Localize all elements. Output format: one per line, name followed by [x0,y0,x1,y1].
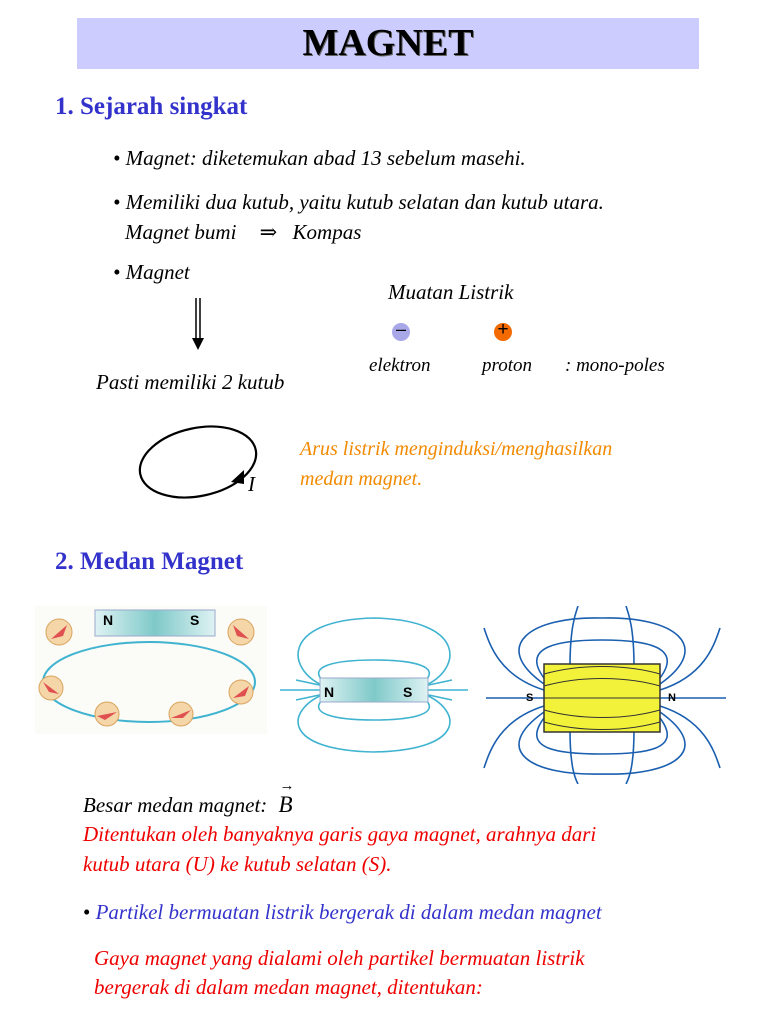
figure3-north-label: N [668,692,676,704]
bullet-moving-particle-text: Partikel bermuatan listrik bergerak di dalam medan magnet [95,900,602,924]
electron-label: elektron [369,355,431,376]
proton-symbol: + [497,319,509,340]
figure3-south-label: S [526,692,534,704]
bullet-two-poles: • Memiliki dua kutub, yaitu kutub selatan dan kutub utara. [113,190,604,214]
compass-text: Kompas [292,220,362,244]
implies-icon: ⇒ [259,220,278,244]
field-vector-symbol [278,778,295,818]
proton-label: proton [482,355,532,376]
earth-magnet-line [125,220,361,245]
magnetized-core-field-figure [480,606,732,784]
earth-magnet-text: Magnet bumi [125,220,237,244]
compass-field-figure [35,606,267,734]
induction-text-line2: medan magnet. [300,468,423,490]
field-magnitude-line [83,778,295,818]
vector-arrow-icon: → [279,778,295,794]
field-magnitude-label: Besar medan magnet: [83,793,268,817]
magnetic-force-line1: Gaya magnet yang dialami oleh partikel bermuatan listrik [94,946,585,970]
proton-icon [494,319,512,341]
bullet-two-poles-text: Memiliki dua kutub, yaitu kutub selatan dan kutub utara. [125,190,604,214]
bullet-discovery: • Magnet: diketemukan abad 13 sebelum masehi. [113,146,526,170]
two-poles-conclusion: Pasti memiliki 2 kutub [96,370,285,394]
page-title: MAGNET [302,22,474,64]
magnetic-force-line2: bergerak di dalam medan magnet, ditentukan: [94,975,483,999]
figure2-north-label: N [324,684,335,700]
electron-symbol: – [395,319,406,339]
bar-magnet-field-figure [276,610,472,758]
field-description-line2: kutub utara (U) ke kutub selatan (S). [83,852,392,876]
bullet-magnet-text: Magnet [125,260,190,284]
figure1-south-label: S [190,612,200,628]
bullet-discovery-text: Magnet: diketemukan abad 13 sebelum masehi. [125,146,526,170]
bullet-moving-particle: • Partikel bermuatan listrik bergerak di dalam medan magnet [83,900,602,924]
field-symbol-b: B [278,792,293,817]
electron-icon [392,319,410,341]
induction-text-line1: Arus listrik menginduksi/menghasilkan [300,438,613,460]
section-2-heading: 2. Medan Magnet [55,548,244,575]
charge-heading: Muatan Listrik [388,280,514,304]
title-bar [77,18,699,69]
monopoles-label: : mono-poles [565,355,665,376]
section-1-heading: 1. Sejarah singkat [55,93,248,120]
double-down-arrow-icon [188,296,208,352]
figure2-south-label: S [403,684,413,700]
figure1-north-label: N [103,612,114,628]
current-label: I [248,472,255,496]
bullet-magnet: • Magnet [113,260,190,284]
field-description-line1: Ditentukan oleh banyaknya garis gaya magnet, arahnya dari [83,822,597,846]
